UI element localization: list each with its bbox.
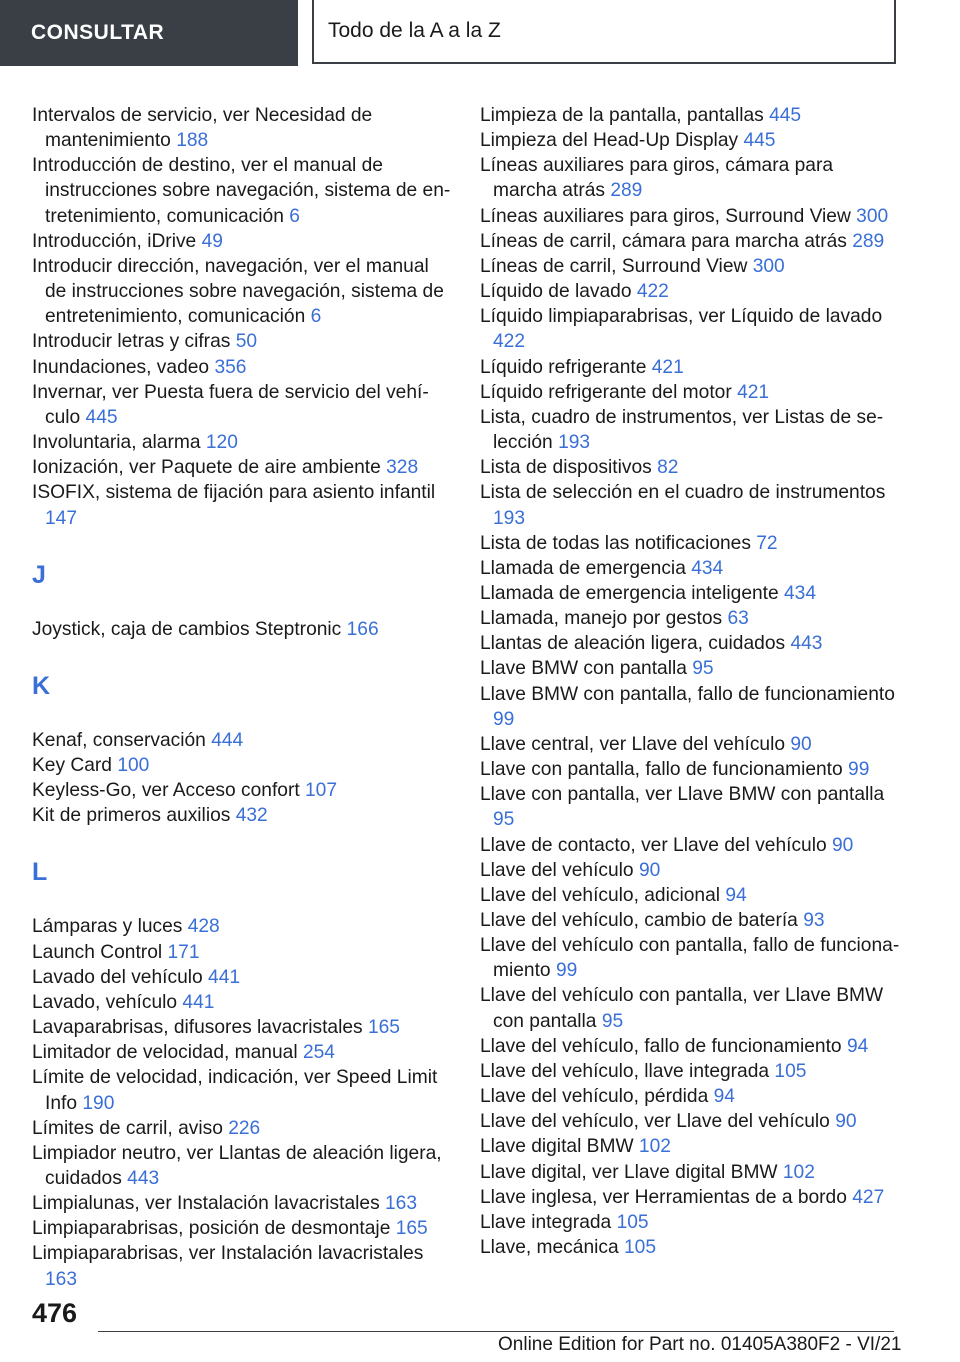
index-entry <box>32 914 452 939</box>
index-entry <box>480 153 900 203</box>
index-page-link[interactable]: 165 <box>395 1218 428 1240</box>
index-page-link[interactable]: 100 <box>117 754 150 776</box>
index-entry-text: Lavado, vehículo <box>32 991 178 1013</box>
index-entry <box>32 778 452 803</box>
index-entry-text: Llave, mecánica <box>480 1237 619 1259</box>
index-entry-text: Lista de dispositivos <box>480 457 652 479</box>
index-entry <box>32 153 452 228</box>
index-page-link[interactable]: 428 <box>187 916 220 938</box>
index-page-link[interactable]: 90 <box>832 834 854 856</box>
index-entry-text: Llave del vehículo, fallo de funcionamiento <box>480 1035 842 1057</box>
index-entry-text: Líneas auxiliares para giros, Surround View <box>480 205 851 227</box>
index-entry-text: Llamada de emergencia inteligente <box>480 582 779 604</box>
index-entry <box>32 355 452 380</box>
index-entry-text: Límite de velocidad, indicación, ver Speed Limit Info <box>32 1067 438 1114</box>
index-entry-text: Involuntaria, alarma <box>32 432 201 454</box>
index-page-link[interactable]: 94 <box>713 1086 735 1108</box>
index-page-link[interactable]: 443 <box>127 1168 160 1189</box>
chapter-title-text: Todo de la A a la Z <box>328 19 501 42</box>
index-letter-heading: K <box>32 671 51 700</box>
index-entry <box>32 1116 452 1141</box>
index-entry <box>480 1235 900 1260</box>
index-entry <box>480 455 900 480</box>
index-entry <box>480 405 900 455</box>
index-column-left <box>32 103 452 1292</box>
index-entry-text: Lista de todas las notificaciones <box>480 532 751 554</box>
section-tab-consultar[interactable] <box>0 0 298 66</box>
index-entry-text: Limpiaparabrisas, posición de desmontaje <box>32 1218 391 1240</box>
index-entry <box>32 940 452 965</box>
page-number: 476 <box>32 1298 78 1328</box>
index-entry <box>32 380 452 430</box>
chapter-title <box>312 0 896 64</box>
index-entry <box>32 1040 452 1065</box>
index-page-link[interactable]: 289 <box>852 230 885 252</box>
index-entry <box>480 103 900 128</box>
index-page-link[interactable]: 300 <box>856 205 889 227</box>
index-entry-text: Llave del vehículo, adicional <box>480 884 721 906</box>
index-entry <box>32 455 452 480</box>
index-entry-text: Llave del vehículo, llave integrada <box>480 1060 770 1082</box>
index-page-link[interactable]: 99 <box>555 960 578 982</box>
index-entry <box>480 933 900 983</box>
index-page-link[interactable]: 421 <box>651 356 684 378</box>
index-page-link[interactable]: 443 <box>790 633 823 655</box>
index-entry-text: Key Card <box>32 754 112 776</box>
index-page-link[interactable]: 95 <box>493 809 515 831</box>
spacer <box>32 531 452 561</box>
index-entry-text: Llave del vehículo <box>480 859 634 881</box>
index-entry <box>480 355 900 380</box>
index-entry-text: Líquido refrigerante <box>480 356 647 378</box>
index-entry <box>32 728 452 753</box>
index-entry-text: Llamada de emergencia <box>480 557 686 579</box>
index-page-link[interactable]: 300 <box>752 255 785 277</box>
index-entry-text: Líneas auxiliares para giros, cámara para marcha atrás <box>480 155 834 202</box>
index-letter-heading: L <box>32 858 48 887</box>
index-entry-text: Llave de contacto, ver Llave del vehículo <box>480 834 827 856</box>
index-letter-heading: J <box>32 560 46 589</box>
index-entry <box>32 965 452 990</box>
index-page-link[interactable]: 105 <box>616 1211 649 1233</box>
index-entry <box>480 983 900 1033</box>
index-entry <box>32 1141 452 1191</box>
index-entry <box>480 1160 900 1185</box>
index-page-link[interactable]: 421 <box>737 381 770 403</box>
index-page-link[interactable]: 6 <box>289 205 300 227</box>
index-entry-text: Llave inglesa, ver Herramientas de a bordo <box>480 1186 847 1208</box>
index-entry <box>480 229 900 254</box>
index-entry <box>32 229 452 254</box>
spacer <box>32 700 452 728</box>
index-entry-text: Líneas de carril, cámara para marcha atrás <box>480 230 847 252</box>
index-page-link[interactable]: 82 <box>657 457 679 479</box>
index-page-link[interactable]: 445 <box>769 105 802 126</box>
index-entry-text: Llave del vehículo, cambio de batería <box>480 910 798 931</box>
index-entry-text: Líneas de carril, Surround View <box>480 255 748 277</box>
index-entry <box>480 1210 900 1235</box>
index-entry-text: Llave BMW con pantalla, fallo de funcionamiento <box>480 683 895 705</box>
index-page-link[interactable]: 90 <box>835 1111 857 1133</box>
section-tab-label: CONSULTAR <box>31 21 165 44</box>
index-entry-text: Limpieza del Head-Up Display <box>480 130 739 152</box>
index-entry <box>32 1216 452 1241</box>
index-page-link[interactable]: 94 <box>725 884 747 906</box>
index-page-link[interactable]: 163 <box>385 1193 418 1215</box>
index-entry-text: Llave integrada <box>480 1211 612 1233</box>
index-entry-text: Lista, cuadro de instrumentos, ver Listas de selección <box>480 406 884 454</box>
index-entry-text: Lavado del vehículo <box>32 966 203 988</box>
index-entry <box>480 631 900 656</box>
index-entry <box>32 480 452 530</box>
index-page-link[interactable]: 105 <box>624 1237 657 1259</box>
index-entry <box>480 1109 900 1134</box>
index-entry <box>480 279 900 304</box>
index-page-link[interactable]: 90 <box>790 733 812 755</box>
index-entry-text: Joystick, caja de cambios Steptronic <box>32 618 342 640</box>
index-entry-text: Líquido de lavado <box>480 281 632 303</box>
index-entry <box>32 1191 452 1216</box>
index-entry <box>32 329 452 354</box>
index-page-link[interactable]: 6 <box>310 306 322 328</box>
index-entry <box>480 858 900 883</box>
index-entry <box>480 732 900 757</box>
index-entry-text: Limitador de velocidad, manual <box>32 1042 298 1064</box>
index-page-link[interactable]: 441 <box>182 991 215 1013</box>
index-entry <box>480 204 900 229</box>
index-entry <box>480 883 900 908</box>
index-page-link[interactable]: 165 <box>367 1017 400 1039</box>
index-entry <box>32 617 452 642</box>
header <box>0 0 960 66</box>
index-entry <box>480 556 900 581</box>
index-entry <box>480 757 900 782</box>
index-page-link[interactable]: 441 <box>208 966 241 988</box>
index-page-link[interactable]: 102 <box>638 1136 671 1158</box>
footer-divider <box>98 1331 894 1332</box>
index-page-link[interactable]: 147 <box>45 507 78 529</box>
index-entry-text: Introducir dirección, navegación, ver el manual de instrucciones sobre navegación, sistema de entretenimiento, comunicación <box>32 255 444 328</box>
index-entry-text: Inundaciones, vadeo <box>32 356 210 378</box>
index-page-link[interactable]: 102 <box>782 1161 815 1183</box>
index-page-link[interactable]: 427 <box>852 1186 885 1208</box>
spacer <box>32 828 452 858</box>
index-page-link[interactable]: 328 <box>386 457 419 479</box>
index-entry-text: Keyless-Go, ver Acceso confort <box>32 780 300 802</box>
index-entry-text: Launch Control <box>32 941 163 963</box>
index-entry <box>32 753 452 778</box>
index-entry-text: Ionización, ver Paquete de aire ambiente <box>32 457 381 479</box>
index-entry-text: Llave del vehículo con pantalla, fallo de funcionamiento <box>480 935 900 982</box>
index-entry <box>480 782 900 832</box>
index-page-link[interactable]: 120 <box>205 432 238 454</box>
index-entry <box>480 380 900 405</box>
index-page-link[interactable]: 63 <box>727 608 749 630</box>
index-page-link[interactable]: 99 <box>848 759 870 781</box>
index-page-link[interactable]: 94 <box>846 1035 869 1057</box>
index-entry-text: Llave con pantalla, ver Llave BMW con pantalla <box>480 784 885 806</box>
index-entry <box>480 682 900 732</box>
index-page-link[interactable]: 95 <box>692 658 714 680</box>
index-entry-text: Líquido limpiaparabrisas, ver Líquido de lavado <box>480 306 883 328</box>
index-entry <box>32 1015 452 1040</box>
index-page-link[interactable]: 422 <box>636 281 669 303</box>
index-page-link[interactable]: 434 <box>784 582 817 604</box>
index-entry <box>480 656 900 681</box>
index-page-link[interactable]: 254 <box>302 1042 335 1064</box>
index-page-link[interactable]: 166 <box>346 618 379 640</box>
index-page-link[interactable]: 193 <box>493 507 526 529</box>
index-entry <box>480 1034 900 1059</box>
index-entry-text: Invernar, ver Puesta fuera de servicio del vehículo <box>32 381 429 428</box>
index-page-link[interactable]: 422 <box>493 331 526 353</box>
index-entry <box>480 531 900 556</box>
spacer <box>32 589 452 617</box>
index-page-link[interactable]: 434 <box>691 557 724 579</box>
index-entry-text: Limpiador neutro, ver Llantas de aleación ligera, cuidados <box>32 1142 442 1189</box>
index-entry <box>480 606 900 631</box>
index-column-right <box>480 103 900 1260</box>
index-entry-text: Límites de carril, aviso <box>32 1117 223 1139</box>
index-entry <box>480 304 900 354</box>
index-entry <box>480 908 900 933</box>
index-entry-text: Llave central, ver Llave del vehículo <box>480 733 786 755</box>
index-page-link[interactable]: 193 <box>558 432 591 454</box>
index-entry <box>480 1134 900 1159</box>
index-entry <box>32 254 452 329</box>
index-page-link[interactable]: 188 <box>176 130 209 152</box>
index-entry <box>480 1059 900 1084</box>
index-entry-text: Llave con pantalla, fallo de funcionamiento <box>480 759 843 781</box>
index-entry <box>480 128 900 153</box>
index-entry-text: Kit de primeros auxilios <box>32 805 231 827</box>
index-entry-text: Llave digital BMW <box>480 1136 634 1158</box>
index-entry-text: ISOFIX, sistema de fijación para asiento infantil <box>32 482 436 504</box>
index-entry-text: Llantas de aleación ligera, cuidados <box>480 633 786 655</box>
index-page-link[interactable]: 444 <box>211 729 244 751</box>
index-page-link[interactable]: 99 <box>493 708 515 730</box>
index-entry-text: Llamada, manejo por gestos <box>480 608 723 630</box>
index-entry-text: Lavaparabrisas, difusores lavacristales <box>32 1017 363 1039</box>
index-entry-text: Intervalos de servicio, ver Necesidad de mantenimiento <box>32 105 373 152</box>
spacer <box>32 886 452 914</box>
index-page-link[interactable]: 90 <box>638 859 661 881</box>
index-entry-text: Introducir letras y cifras <box>32 331 231 353</box>
footer-edition: Online Edition for Part no. 01405A380F2 - VI/21 <box>498 1334 902 1355</box>
index-page-link[interactable]: 289 <box>610 180 643 202</box>
index-page-link[interactable]: 49 <box>201 230 223 252</box>
index-entry <box>32 990 452 1015</box>
index-entry-text: Introducción, iDrive <box>32 230 197 252</box>
index-entry-text: Kenaf, conservación <box>32 729 206 751</box>
index-entry-text: Llave del vehículo con pantalla, ver Llave BMW con pantalla <box>480 985 884 1032</box>
index-page-link[interactable]: 163 <box>45 1268 78 1290</box>
index-entry-text: Limpiaparabrisas, ver Instalación lavacristales <box>32 1243 424 1265</box>
index-page-link[interactable]: 356 <box>214 356 247 378</box>
index-entry <box>32 430 452 455</box>
spacer <box>32 642 452 672</box>
index-page-link[interactable]: 95 <box>601 1010 624 1032</box>
index-page-link[interactable]: 50 <box>235 331 258 353</box>
index-entry-text: Llave BMW con pantalla <box>480 658 687 680</box>
index-entry-text: Llave del vehículo, pérdida <box>480 1086 709 1108</box>
index-entry-text: Introducción de destino, ver el manual de instrucciones sobre navegación, sistema de entretenimiento, comunicación <box>32 155 451 227</box>
index-entry <box>32 1065 452 1115</box>
index-entry <box>480 480 900 530</box>
index-page-link[interactable]: 107 <box>305 780 338 802</box>
index-entry-text: Limpialunas, ver Instalación lavacristales <box>32 1193 380 1215</box>
index-page-link[interactable]: 72 <box>756 532 778 554</box>
index-entry-text: Lista de selección en el cuadro de instrumentos <box>480 482 886 504</box>
index-entry <box>480 833 900 858</box>
index-page-link[interactable]: 105 <box>774 1060 807 1082</box>
index-entry <box>32 1241 452 1291</box>
index-page-link[interactable]: 226 <box>228 1117 261 1139</box>
index-entry <box>480 254 900 279</box>
index-entry <box>480 1185 900 1210</box>
index-page-link[interactable]: 432 <box>235 805 268 827</box>
index-entry <box>480 581 900 606</box>
index-entry-text: Llave del vehículo, ver Llave del vehículo <box>480 1111 830 1133</box>
index-entry <box>32 103 452 153</box>
index-page-link[interactable]: 190 <box>82 1092 115 1114</box>
index-entry-text: Líquido refrigerante del motor <box>480 381 732 403</box>
index-page-link[interactable]: 445 <box>85 406 118 428</box>
index-page-link[interactable]: 445 <box>743 130 776 152</box>
index-entry-text: Lámparas y luces <box>32 916 183 938</box>
index-entry <box>32 803 452 828</box>
index-entry <box>480 1084 900 1109</box>
index-entry-text: Limpieza de la pantalla, pantallas <box>480 105 764 126</box>
index-page-link[interactable]: 171 <box>167 941 200 963</box>
index-entry-text: Llave digital, ver Llave digital BMW <box>480 1161 778 1183</box>
index-page-link[interactable]: 93 <box>803 910 825 931</box>
